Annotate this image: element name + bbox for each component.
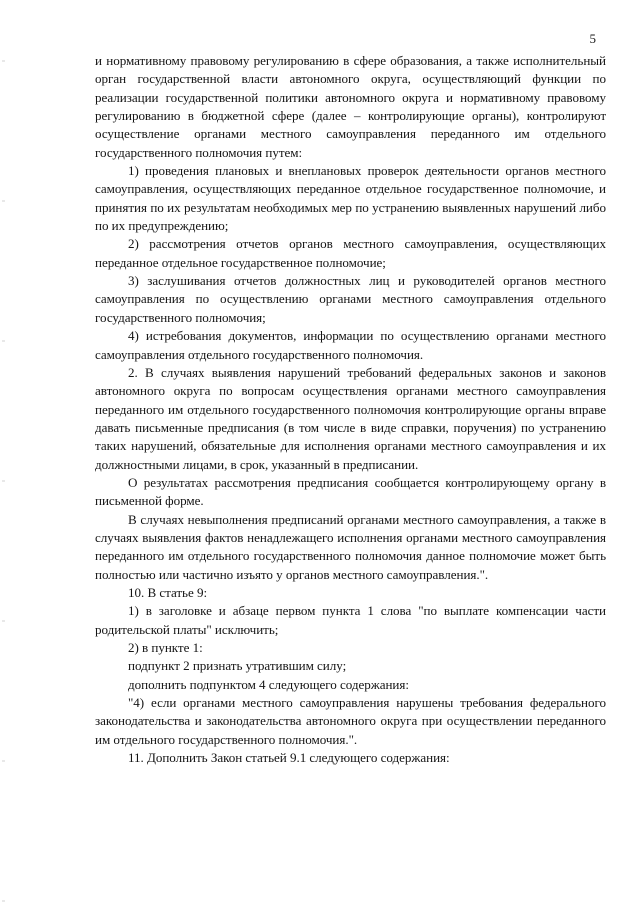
paragraph-item-4: 4) истребования документов, информации по осуществлению органами местного самоуправления отдельного государственного полномочия. (95, 328, 606, 362)
paragraph-clause-2: 2. В случаях выявления нарушений требований федеральных законов и законов автономного округа по вопросам осуществления органами местного самоуправления переданного им отдельного государственного полномочия контролирующие органы вправе давать письменные предписания (в том числе в виде справки, поручения) по устранению таких нарушений, обязательные для исполнения органами местного самоуправления и их должностными лицами, в срок, указанный в предписании. (95, 364, 606, 472)
paragraph-item-2: 2) рассмотрения отчетов органов местного самоуправления, осуществляющих переданное отдельное государственное полномочие; (95, 236, 606, 270)
paragraph-prescription-result: О результатах рассмотрения предписания сообщается контролирующему органу в письменной форме. (95, 474, 606, 509)
paragraph-item-1: 1) проведения плановых и внеплановых проверок деятельности органов местного самоуправления, осуществляющих переданное отдельное государственное полномочие, и принятия по их результатам необходимых мер по устранению выявленных нарушений либо по их предупреждению; (95, 163, 606, 234)
paragraph-article-11-heading: 11. Дополнить Закон статьей 9.1 следующего содержания: (128, 750, 450, 766)
paragraph-subclause-2-repeal: подпункт 2 признать утратившим силу; (128, 658, 347, 674)
paragraph-amendment-2: 2) в пункте 1: (128, 640, 203, 655)
paragraph-article-9-heading: 10. В статье 9: (128, 584, 208, 600)
paragraph-subclause-4-text: "4) если органами местного самоуправления нарушены требования федерального законодательства и законодательства автономного округа при осуществлении переданного им отдельного государственного полномочия.". (95, 695, 606, 747)
paragraph-continuation: и нормативному правовому регулированию в сфере образования, а также исполнительный орган государственной власти автономного округа, осуществляющий функции по реализации государственной политики автономного округа и нормативному правовому регулированию в бюджетной сфере (далее – контролирующие органы), контролируют осуществление органами местного самоуправления переданного им отдельного государственного полномочия путем: (95, 53, 606, 160)
paragraph-amendment-1: 1) в заголовке и абзаце первом пункта 1 слова "по выплате компенсации части родительской платы" исключить; (95, 603, 606, 637)
paragraph-add-subclause-4: дополнить подпунктом 4 следующего содержания: (128, 676, 409, 692)
document-body (95, 52, 606, 767)
paragraph-withdrawal: В случаях невыполнения предписаний органами местного самоуправления, а также в случаях выявления фактов ненадлежащего исполнения органами местного самоуправления переданного им отдельного государственного полномочия данное полномочие может быть полностью или частично изъято у органов местного самоуправления.". (95, 511, 606, 582)
scan-edge-artifact (2, 0, 5, 905)
paragraph-item-3: 3) заслушивания отчетов должностных лиц и руководителей органов местного самоуправления по осуществлению органами местного самоуправления отдельного государственного полномочия; (95, 273, 606, 325)
page-number: 5 (589, 31, 596, 46)
